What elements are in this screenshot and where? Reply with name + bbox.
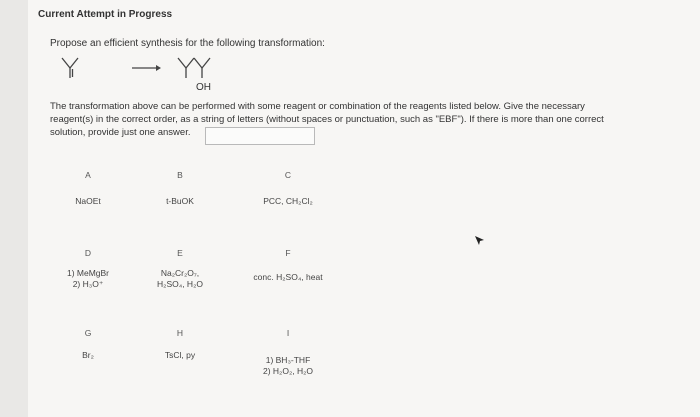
reagent-c-label: PCC, CH₂Cl₂: [263, 196, 313, 206]
reagent-d-line: 2) H₃O⁺: [72, 279, 104, 289]
reagent-b-label: t-BuOK: [166, 196, 194, 206]
reagent-i-line: 1) BH₃-THF: [265, 355, 311, 365]
instructions-line: reagent(s) in the correct order, as a string of letters (without spaces or punctuation, such as "EBF"). If there is more than one correct: [50, 114, 604, 125]
reagent-f-label: conc. H₂SO₄, heat: [253, 272, 323, 282]
instructions-line: solution, provide just one answer.: [50, 127, 191, 138]
reagent-g-label: Br₂: [82, 350, 94, 360]
page-title: Current Attempt in Progress: [38, 9, 173, 20]
reagent-e-letter: E: [177, 248, 183, 258]
reagent-i-letter: I: [286, 328, 290, 338]
reagent-h-letter: H: [176, 328, 184, 338]
product-alcohol-structure: [178, 58, 210, 78]
reagent-f-letter: F: [285, 248, 291, 258]
question-prompt: Propose an efficient synthesis for the following transformation:: [50, 38, 325, 49]
reagent-a-letter: A: [85, 170, 91, 180]
instructions-line: The transformation above can be performed with some reagent or combination of the reagents listed below. Give the necessary: [50, 101, 585, 112]
reagent-e-line: Na₂Cr₂O₇,: [160, 268, 200, 278]
reagent-d-letter: D: [84, 248, 92, 258]
reagent-d-line: 1) MeMgBr: [66, 268, 110, 278]
mouse-cursor-icon: [475, 236, 485, 246]
reagent-e-label: [125, 268, 235, 290]
starting-alkene-structure: [62, 58, 78, 78]
reaction-scheme: [60, 50, 260, 95]
reagent-b-letter: B: [177, 170, 183, 180]
reagent-g-letter: G: [84, 328, 92, 338]
reagent-i-line: 2) H₂O₂, H₂O: [262, 366, 314, 376]
hydroxyl-label: OH: [196, 82, 211, 93]
reagent-a-label: NaOEt: [75, 196, 101, 206]
reagent-c-letter: C: [284, 170, 292, 180]
reagent-i-label: [233, 355, 343, 377]
answer-input[interactable]: [205, 127, 315, 145]
instructions: [50, 100, 650, 139]
reagent-e-line: H₂SO₄, H₂O: [157, 279, 203, 289]
reagent-h-label: TsCl, py: [164, 350, 196, 360]
